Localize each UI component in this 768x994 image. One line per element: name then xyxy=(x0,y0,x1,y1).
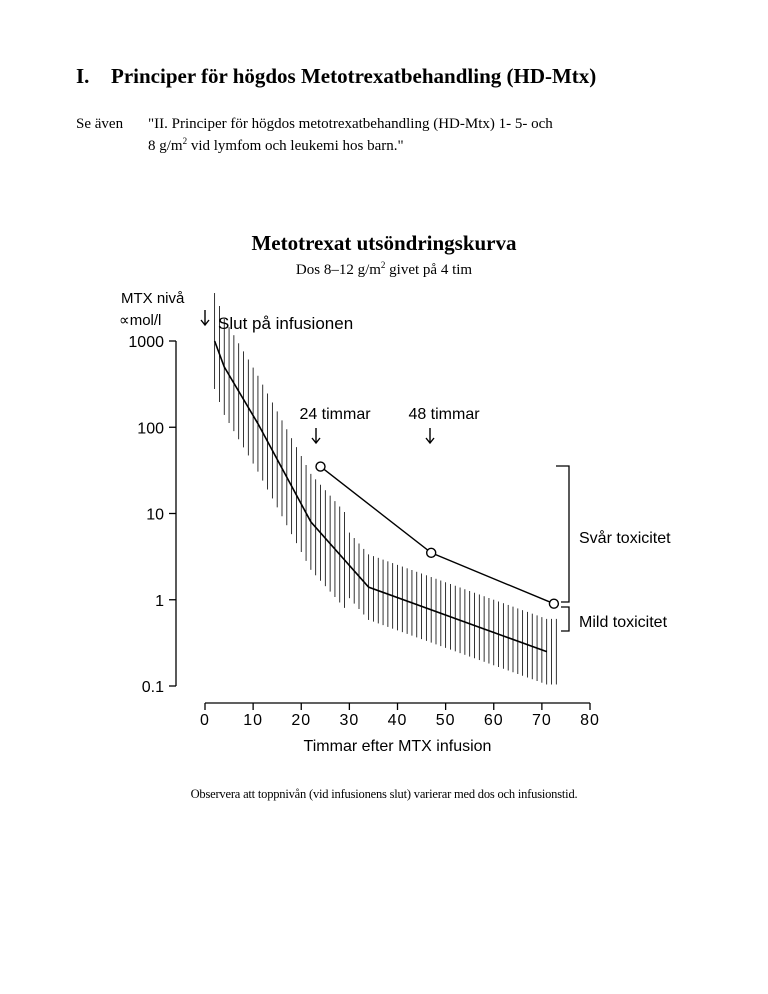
chart-subtitle-superscript: 2 xyxy=(380,260,386,270)
mild-toxicity-bracket xyxy=(561,607,569,631)
y-tick-label: 0.1 xyxy=(141,679,164,696)
label-48-hours: 48 timmar xyxy=(408,406,480,423)
x-tick-label: 60 xyxy=(483,712,504,729)
see-also-line-2-start: 8 g/m xyxy=(148,138,183,154)
chart-axes xyxy=(119,290,600,755)
toxicity-point xyxy=(427,548,436,557)
x-tick-label: 30 xyxy=(339,712,360,729)
chart-subtitle-end: givet på 4 tim xyxy=(385,262,473,278)
toxicity-point xyxy=(549,599,558,608)
x-tick-label: 70 xyxy=(531,712,552,729)
arrow-48-hours xyxy=(426,428,434,443)
y-tick-label: 10 xyxy=(146,506,164,524)
chart-title: Metotrexat utsöndringskurva xyxy=(251,231,517,255)
see-also-superscript: 2 xyxy=(182,136,188,146)
median-curve-line xyxy=(215,341,547,652)
section-title: Principer för högdos Metotrexatbehandling (HD-Mtx) xyxy=(111,64,597,88)
x-axis-title: Timmar efter MTX infusion xyxy=(303,738,492,755)
label-24-hours: 24 timmar xyxy=(299,406,371,423)
footnote: Observera att toppnivån (vid infusionens slut) varierar med dos och infusionstid. xyxy=(190,787,578,801)
range-hatch xyxy=(215,293,557,684)
x-tick-label: 40 xyxy=(387,712,408,729)
toxicity-point xyxy=(316,462,325,471)
x-tick-label: 50 xyxy=(435,712,456,729)
see-also-line-2-end: vid lymfom och leukemi hos barn." xyxy=(187,138,404,154)
toxicity-curve-line xyxy=(321,467,554,604)
infusion-end-arrow xyxy=(201,310,209,325)
x-tick-label: 0 xyxy=(200,712,210,729)
arrow-24-hours xyxy=(312,428,320,443)
x-tick-label: 20 xyxy=(291,712,312,729)
chart-subtitle-start: Dos 8–12 g/m xyxy=(295,262,381,278)
severe-toxicity-label: Svår toxicitet xyxy=(579,530,671,547)
chart-series xyxy=(215,341,559,652)
mild-toxicity-label: Mild toxicitet xyxy=(579,614,668,631)
y-tick-label: 100 xyxy=(137,420,164,438)
severe-toxicity-bracket xyxy=(556,466,569,602)
y-tick-label: 1000 xyxy=(128,334,164,351)
section-number: I. xyxy=(76,64,90,88)
y-axis-title-line-1: MTX nivå xyxy=(121,290,185,307)
y-tick-label: 1 xyxy=(155,592,164,610)
infusion-end-label: Slut på infusionen xyxy=(218,314,354,333)
see-also-line-1: "II. Principer för högdos metotrexatbehandling (HD-Mtx) 1- 5- och xyxy=(148,116,553,132)
x-tick-label: 10 xyxy=(243,712,264,729)
see-also-label: Se även xyxy=(76,116,124,132)
x-tick-label: 80 xyxy=(580,712,600,729)
y-axis-title-line-2: ∝mol/l xyxy=(119,312,162,329)
